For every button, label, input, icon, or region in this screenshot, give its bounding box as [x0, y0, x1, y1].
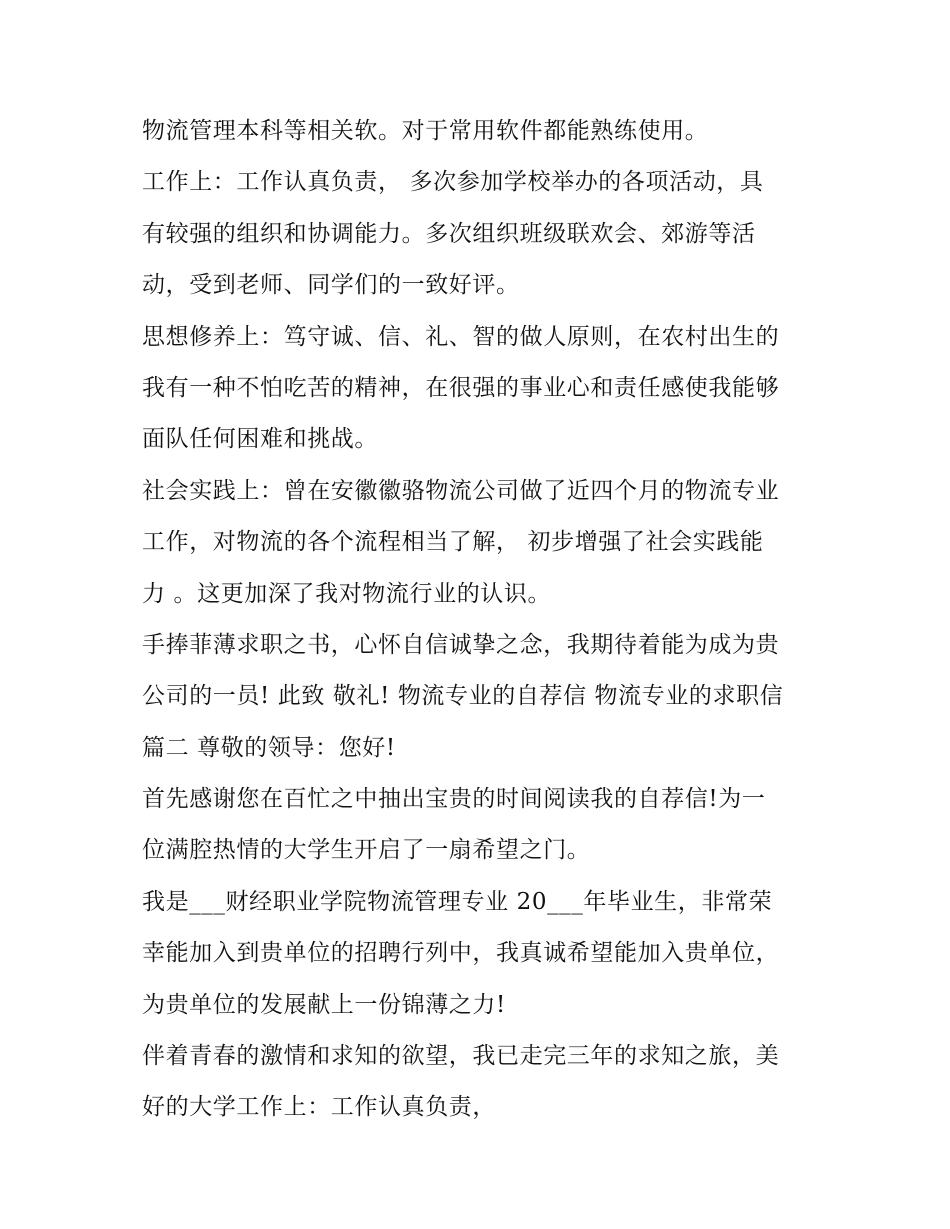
text-line-11: 手捧菲薄求职之书，心怀自信诚挚之念，我期待着能为成为贵	[142, 631, 780, 658]
text-line-4: 动，受到老师、同学们的一致好评。	[142, 272, 520, 299]
text-line-13: 篇二 尊敬的领导：您好!	[142, 734, 396, 761]
text-line-18: 为贵单位的发展献上一份锦薄之力!	[142, 991, 506, 1018]
text-line-14: 首先感谢您在百忙之中抽出宝贵的时间阅读我的自荐信!为一	[142, 786, 766, 813]
text-line-6: 我有一种不怕吃苦的精神，在很强的事业心和责任感使我能够	[142, 374, 780, 401]
text-line-5: 思想修养上：笃守诚、信、礼、智的做人原则，在农村出生的	[142, 323, 780, 350]
text-line-12: 公司的一员! 此致 敬礼! 物流专业的自荐信 物流专业的求职信	[142, 683, 784, 710]
text-line-3: 有较强的组织和协调能力。多次组织班级联欢会、郊游等活	[142, 220, 756, 247]
text-line-16: 我是___财经职业学院物流管理专业 20___年毕业生，非常荣	[142, 888, 773, 915]
text-line-15: 位满腔热情的大学生开启了一扇希望之门。	[142, 837, 591, 864]
text-line-1: 物流管理本科等相关软。对于常用软件都能熟练使用。	[142, 118, 709, 144]
text-line-7: 面队任何困难和挑战。	[142, 426, 378, 453]
text-line-17: 幸能加入到贵单位的招聘行列中，我真诚希望能加入贵单位，	[142, 940, 780, 967]
text-line-8: 社会实践上：曾在安徽徽骆物流公司做了近四个月的物流专业	[142, 477, 780, 504]
text-line-10: 力 。这更加深了我对物流行业的认识。	[142, 580, 552, 607]
text-line-2: 工作上：工作认真负责， 多次参加学校举办的各项活动，具	[142, 169, 764, 196]
text-line-9: 工作，对物流的各个流程相当了解， 初步增强了社会实践能	[142, 529, 764, 556]
document-body	[142, 106, 822, 1134]
text-line-20: 好的大学工作上：工作认真负责，	[142, 1094, 496, 1121]
text-line-19: 伴着青春的激情和求知的欲望，我已走完三年的求知之旅，美	[142, 1043, 780, 1070]
